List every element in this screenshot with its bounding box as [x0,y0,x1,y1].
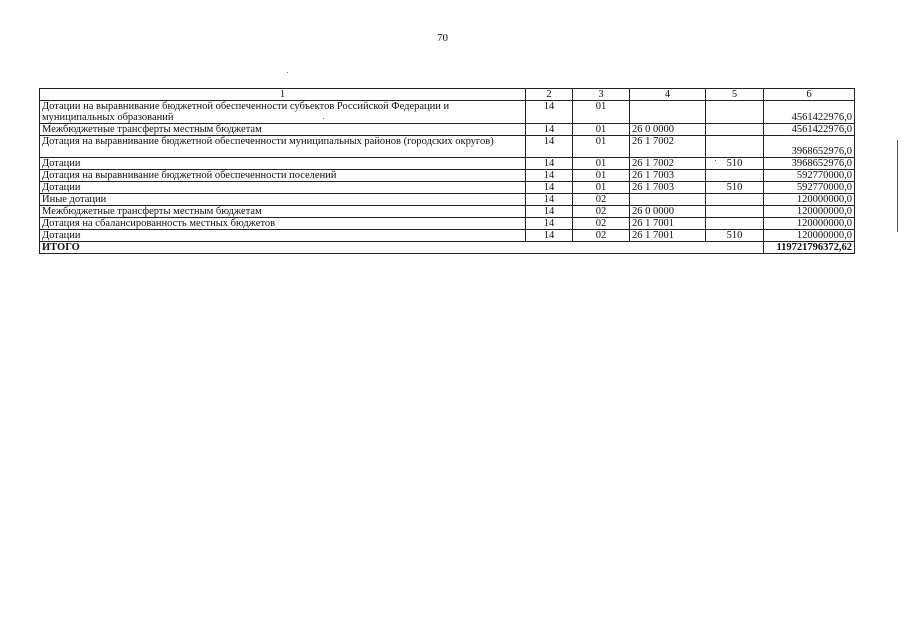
row-name-cell: Иные дотации [40,194,526,206]
row-cell-c4: 26 1 7001 [630,230,706,242]
row-cell-c4: 26 0 0000 [630,124,706,136]
row-name-cell: Дотация на сбалансированность местных бюджетов [40,218,526,230]
row-cell-c5 [706,136,764,158]
row-cell-c6: 120000000,0 [764,230,855,242]
budget-table [39,88,855,254]
scan-speck [323,118,324,119]
total-value: 119721796372,62 [764,242,855,254]
row-cell-c4: 26 1 7003 [630,170,706,182]
header-cell: 5 [706,89,764,101]
row-cell-c3: 01 [573,158,630,170]
row-cell-c3: 01 [573,170,630,182]
row-cell-c3: 01 [573,136,630,158]
row-cell-c4 [630,194,706,206]
row-name-cell: Дотации [40,182,526,194]
header-cell: 1 [40,89,526,101]
row-cell-c4: 26 1 7001 [630,218,706,230]
page-number: 70 [437,32,448,44]
row-cell-c5: 510 [706,182,764,194]
row-name-cell: Дотации [40,230,526,242]
row-cell-c2: 14 [526,194,573,206]
row-cell-c2: 14 [526,206,573,218]
table-row [40,136,855,158]
row-cell-c5 [706,194,764,206]
row-name-cell: Дотации на выравнивание бюджетной обеспеченности субъектов Российской Федерации и муниципальных образований [40,101,526,124]
table-row [40,124,855,136]
header-cell: 6 [764,89,855,101]
row-cell-c5 [706,218,764,230]
row-name-cell: Межбюджетные трансферты местным бюджетам [40,206,526,218]
header-cell: 2 [526,89,573,101]
row-cell-c3: 02 [573,218,630,230]
row-cell-c5 [706,170,764,182]
row-name-cell: Дотация на выравнивание бюджетной обеспеченности поселений [40,170,526,182]
table-row [40,194,855,206]
row-cell-c2: 14 [526,170,573,182]
row-name-cell: Дотации [40,158,526,170]
row-cell-c6: 592770000,0 [764,170,855,182]
row-cell-c6: 3968652976,0 [764,158,855,170]
row-cell-c4: 26 0 0000 [630,206,706,218]
scan-speck [287,72,288,73]
row-cell-c4: 26 1 7002 [630,136,706,158]
row-cell-c2: 14 [526,101,573,124]
row-cell-c2: 14 [526,124,573,136]
row-cell-c6: 120000000,0 [764,194,855,206]
table-row [40,158,855,170]
header-cell: 3 [573,89,630,101]
table-row [40,182,855,194]
row-cell-c3: 01 [573,101,630,124]
row-cell-c2: 14 [526,158,573,170]
row-cell-c2: 14 [526,182,573,194]
row-name-cell: Межбюджетные трансферты местным бюджетам [40,124,526,136]
row-cell-c6: 592770000,0 [764,182,855,194]
row-cell-c5 [706,101,764,124]
row-cell-c5 [706,124,764,136]
row-cell-c4: 26 1 7003 [630,182,706,194]
row-cell-c6: 4561422976,0 [764,124,855,136]
scan-speck [715,160,716,161]
table-row [40,101,855,124]
row-cell-c2: 14 [526,230,573,242]
row-cell-c3: 02 [573,206,630,218]
row-cell-c4: 26 1 7002 [630,158,706,170]
row-cell-c3: 01 [573,124,630,136]
row-cell-c6: 4561422976,0 [764,101,855,124]
row-cell-c5: 510 [706,158,764,170]
row-cell-c2: 14 [526,218,573,230]
row-cell-c3: 02 [573,230,630,242]
row-cell-c3: 02 [573,194,630,206]
row-cell-c4 [630,101,706,124]
table-row [40,218,855,230]
row-cell-c3: 01 [573,182,630,194]
row-cell-c6: 120000000,0 [764,206,855,218]
row-cell-c6: 3968652976,0 [764,136,855,158]
row-name-cell: Дотация на выравнивание бюджетной обеспеченности муниципальных районов (городских округов) [40,136,526,158]
header-cell: 4 [630,89,706,101]
row-cell-c5: 510 [706,230,764,242]
row-cell-c2: 14 [526,136,573,158]
row-cell-c6: 120000000,0 [764,218,855,230]
table-row [40,206,855,218]
scan-edge-line [897,140,898,232]
total-row [40,242,855,254]
table-header-row [40,89,855,101]
table-row [40,170,855,182]
total-label: ИТОГО [40,242,764,254]
row-cell-c5 [706,206,764,218]
table-row [40,230,855,242]
